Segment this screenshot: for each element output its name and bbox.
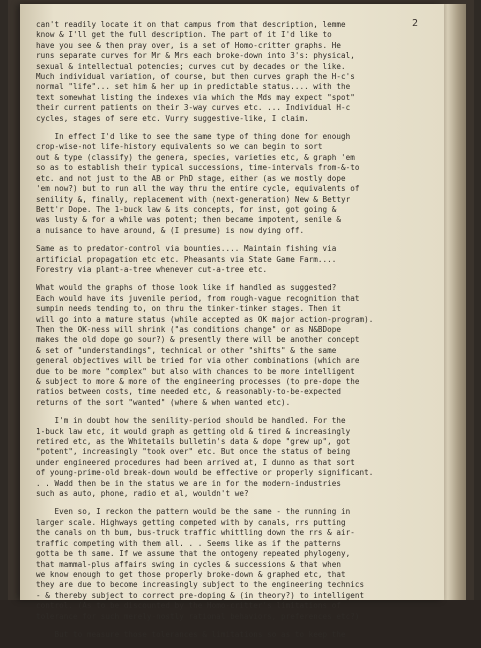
text-line: Then the OK-ness will shrink ("as conditions change" or as N&BDope <box>36 324 342 334</box>
text-line: I'm in doubt how the senility-period should be handled. For the <box>36 416 346 426</box>
text-line: - & thereby subject to correct pre-doping & (in theory?) to intelligent <box>36 590 365 600</box>
text-line: cycles, stages of sere etc. Vurry suggestive-like, I claim. <box>36 113 309 123</box>
text-line: What would the graphs of those look like if handled as suggested? <box>36 283 337 293</box>
text-line: text somewhat listing the indexes via which the Mds may expect "spot" <box>36 92 355 102</box>
text-line: general objectives will be tried for via other combinations (which are <box>36 356 360 366</box>
page-number: 2 <box>411 18 418 29</box>
text-line: runs separate curves for Mr & Mrs each broke-down into 3's: physical, <box>36 51 355 61</box>
text-line: control. (As to be discounted by the Homo-critter's limitations of <box>36 601 342 611</box>
text-line: Even so, I reckon the pattern would be the same - the running in <box>36 507 351 517</box>
text-line: so as to establish their typical successions, time-intervals from-&-to <box>36 163 360 173</box>
text-line: Each would have its juvenile period, from rough-vague recognition that <box>36 293 360 303</box>
text-line: crop-wise-not life-history equivalents so we can begin to sort <box>36 142 323 152</box>
text-line: gotta be th same. If we assume that the ontogeny repeated phylogeny, <box>36 549 351 559</box>
text-line: the canals on th bum, bus-truck traffic whittling down the rrs & air- <box>36 528 355 538</box>
text-line: In effect I'd like to see the same type of thing done for enough <box>36 132 351 142</box>
text-line: sexual & intellectual potencies; curves cut by decades or the like. <box>36 61 346 71</box>
paragraph <box>36 507 436 621</box>
text-line: they are due to become increasingly subject to the engineering technics <box>36 580 365 590</box>
text-line: we know enough to get those properly broke-down & graphed etc, that <box>36 569 346 579</box>
text-line: traffic competing with them all. . . Seems like as if the patterns <box>36 538 342 548</box>
text-line: of young-prime-old break-down would be effective or properly significant. <box>36 468 374 478</box>
text-line: have you see & then pray over, is a set of Homo-critter graphs. He <box>36 40 342 50</box>
text-line: retired etc, as the Whitetails bulletin's data & dope "grew up", got <box>36 437 351 447</box>
text-line: Bett'r Dope. The 1-buck law & its concepts, for inst, got going & <box>36 204 337 214</box>
text-line: can't readily locate it on that campus from that description, lemme <box>36 20 346 29</box>
text-line: out & type (classify) the genera, species, varieties etc, & graph 'em <box>36 152 355 162</box>
paragraph <box>36 132 436 236</box>
text-line: & set of "understandings", technical or other "shifts" & the same <box>36 345 337 355</box>
text-line: senility &, finally, replacement with (next-generation) New & Bettyr <box>36 194 351 204</box>
text-line: . . Wadd then be in the status we are in for the modern-industries <box>36 478 342 488</box>
typewritten-page <box>20 4 444 639</box>
text-line: Same as to predator-control via bounties.... Maintain fishing via <box>36 244 337 254</box>
text-line: tolerance for such merely-nostly rational behaviors, preferences etc?) <box>36 611 360 621</box>
letter-body <box>36 20 436 648</box>
text-line: ratios between costs, time needed etc, & reasonably-to-be-expected <box>36 387 342 397</box>
text-line: was lusty & for a while was potent; then became impotent, senile & <box>36 215 342 225</box>
text-line: their current patients on their 3-way curves etc. ... Individual H-c <box>36 103 351 113</box>
paragraph <box>36 244 436 275</box>
text-line: sumpin needs tending to, on thru the tinker-tinker stages. Then it <box>36 304 342 314</box>
text-line: 1-buck law etc, it would graph as getting old & tired & increasingly <box>36 426 351 436</box>
text-line: will go into a mature status (while accepted as OK major action-program). <box>36 314 374 324</box>
text-line: under engineered procedures had been arrived at, I dunno as that sort <box>36 457 355 467</box>
text-line: 'em now?) but to run all the way thru the entire cycle, equivalents of <box>36 184 360 194</box>
text-line: larger scale. Highways getting competed with by canals, rrs putting <box>36 517 346 527</box>
text-line: a nuisance to have around, & (I presume) is now dying off. <box>36 225 305 235</box>
paragraph <box>36 283 436 408</box>
text-line: "potent", increasingly "took over" etc. But once the status of being <box>36 447 351 457</box>
text-line: due to be more "complex" but also with chances to be more intelligent <box>36 366 355 376</box>
text-line: that mammal-plus affairs swing in cycles & successions & that when <box>36 559 342 569</box>
paragraph <box>36 630 436 640</box>
text-line: etc. and not just to the AB or PhD stage, either (as we mostly dope <box>36 173 346 183</box>
text-line: returns of the sort "wanted" (where & when wanted etc). <box>36 397 291 407</box>
text-line: & subject to more & more of the engineering processes (to pre-dope the <box>36 377 360 386</box>
text-line: Much individual variation, of course, but then curves graph the H-c's <box>36 72 355 82</box>
text-line: know & I'll get the full description. The part of it I'd like to <box>36 30 332 40</box>
text-line: artificial propagation etc etc. Pheasants via State Game Farm.... <box>36 254 337 264</box>
text-line: Forestry via plant-a-tree whenever cut-a-tree etc. <box>36 264 268 274</box>
paragraph <box>36 20 436 124</box>
text-line: such as auto, phone, radio et al, wouldn't we? <box>36 489 249 499</box>
text-line: But to measure those tolerances & limitations so as to keep the <box>36 629 346 639</box>
text-line: makes the old dope go sour?) & presently there will be another concept <box>36 335 360 345</box>
text-line: normal "life"... set him & her up in predictable status.... with the <box>36 82 351 92</box>
paragraph <box>36 416 436 499</box>
